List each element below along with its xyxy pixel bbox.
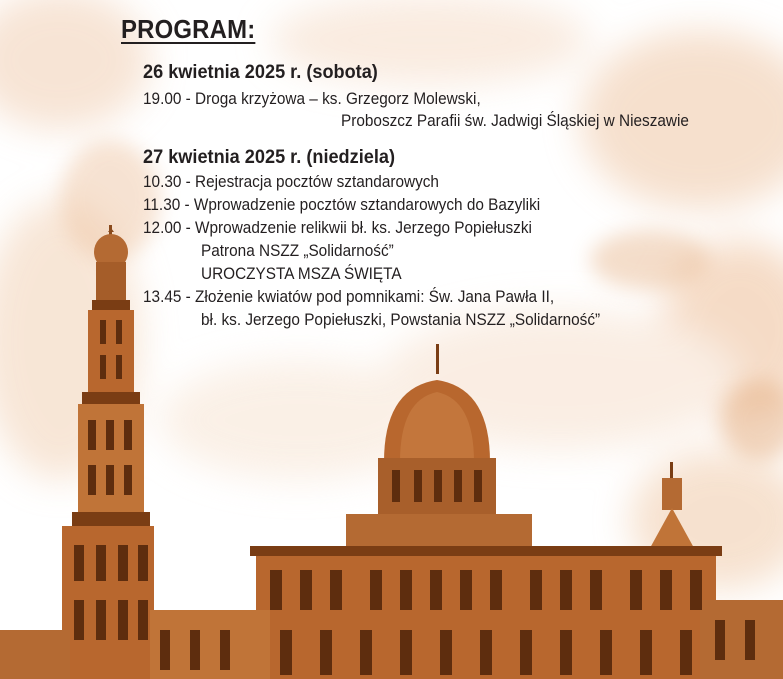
day2-item-3-cont-2: UROCZYSTA MSZA ŚWIĘTA <box>201 265 402 283</box>
day2-item-1: 10.30 - Rejestracja pocztów sztandarowych <box>143 173 439 191</box>
day1-item-1-cont: Proboszcz Parafii św. Jadwigi Śląskiej w Nieszawie <box>341 112 689 130</box>
day1-title: 26 kwietnia 2025 r. (sobota) <box>143 61 378 83</box>
day1-item-1: 19.00 - Droga krzyżowa – ks. Grzegorz Molewski, <box>143 90 481 108</box>
day2-item-4-cont: bł. ks. Jerzego Popiełuszki, Powstania NSZZ „Solidarność” <box>201 311 601 329</box>
day2-title: 27 kwietnia 2025 r. (niedziela) <box>143 146 396 168</box>
day2-item-2: 11.30 - Wprowadzenie pocztów sztandarowych do Bazyliki <box>143 196 541 214</box>
program-heading: PROGRAM: <box>121 14 256 44</box>
day2-item-4: 13.45 - Złożenie kwiatów pod pomnikami: Św. Jana Pawła II, <box>143 288 555 306</box>
day2-item-3: 12.00 - Wprowadzenie relikwii bł. ks. Jerzego Popiełuszki <box>143 219 532 237</box>
day2-item-3-cont-1: Patrona NSZZ „Solidarność” <box>201 242 394 260</box>
